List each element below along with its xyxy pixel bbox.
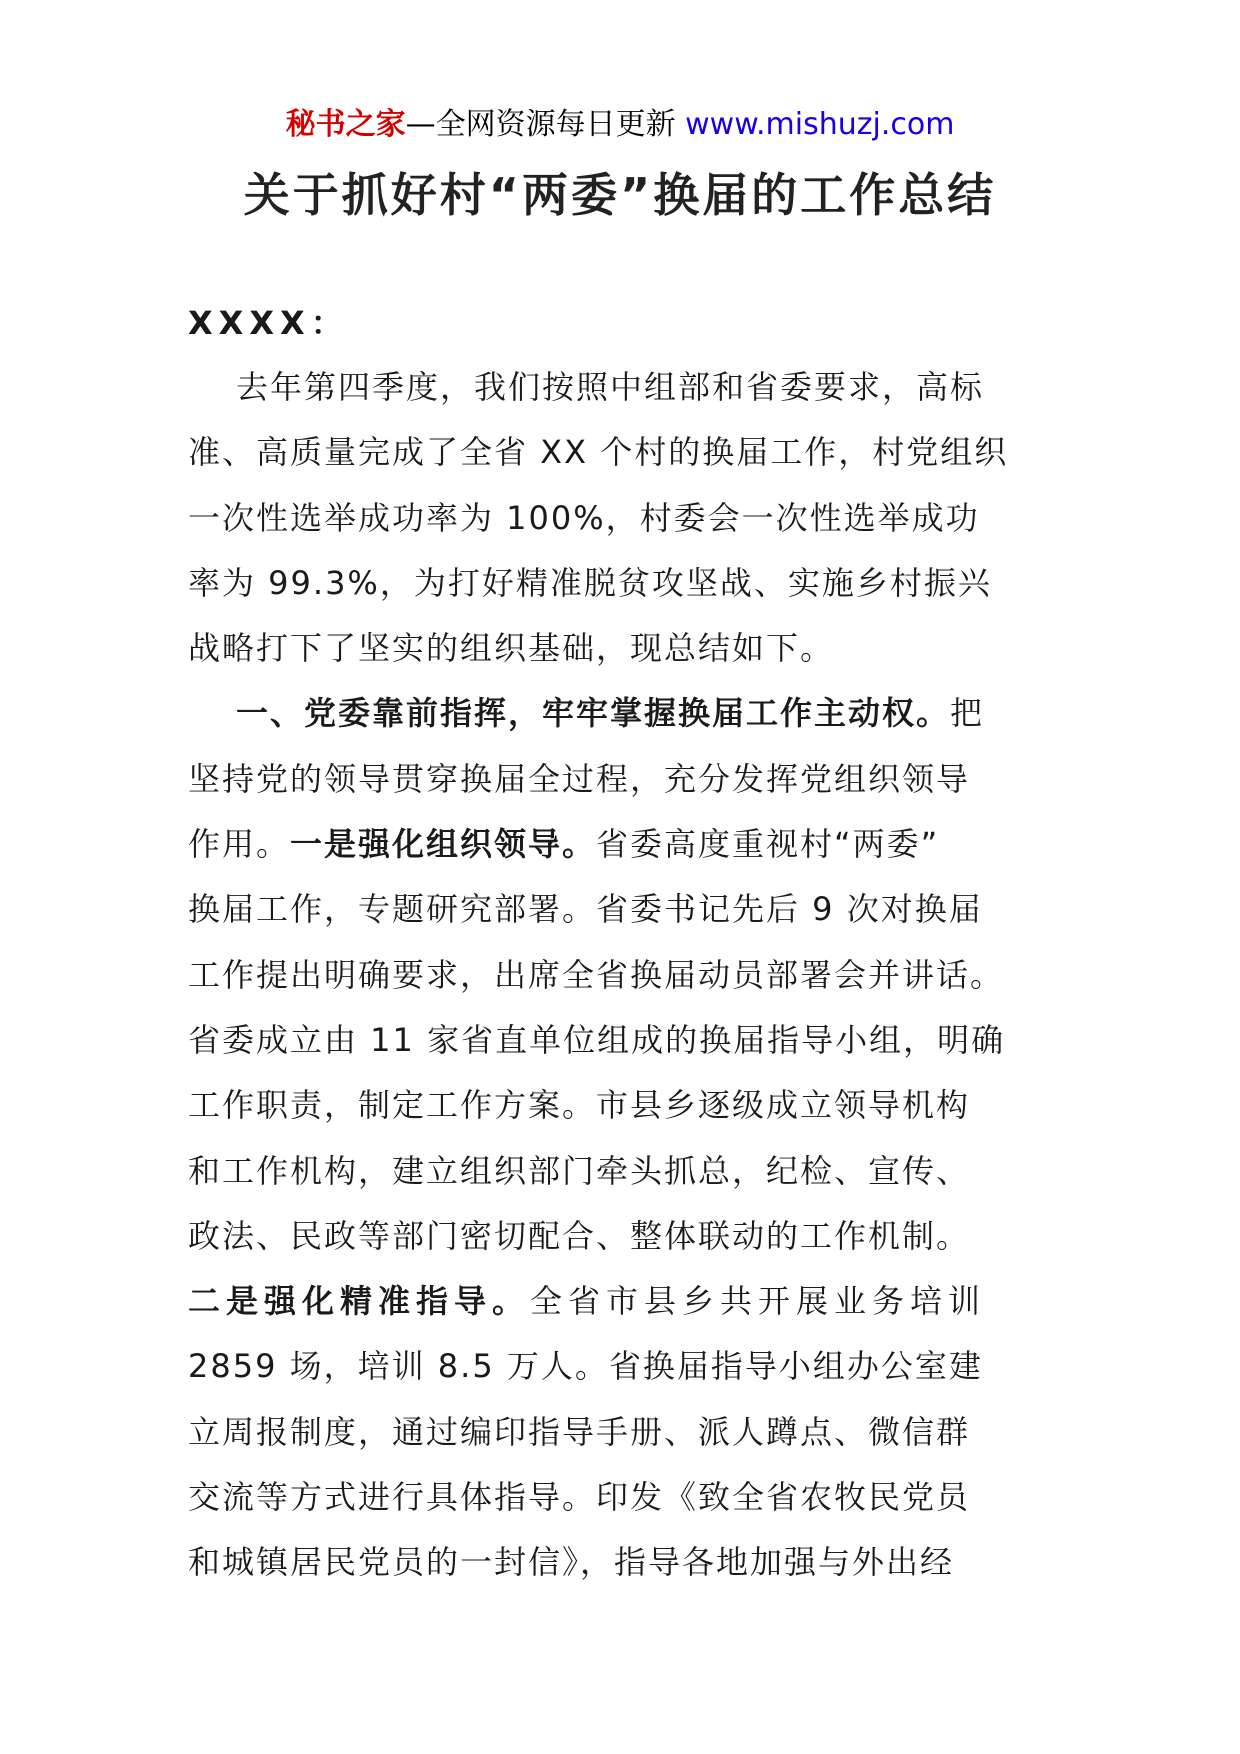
body-line: 立周报制度，通过编印指导手册、派人蹲点、微信群 [188,1412,971,1451]
site-tagline: —全网资源每日更新 [405,107,686,142]
document-body [188,355,1058,1596]
body-line: 交流等方式进行具体指导。印发《致全省农牧民党员 [188,1478,971,1517]
body-line: 和城镇居民党员的一封信》，指导各地加强与外出经 [188,1543,955,1582]
body-line: 2859 场，培训 8.5 万人。省换届指导小组办公室建 [188,1347,983,1386]
section-heading-1: 一、党委靠前指挥，牢牢掌握换届工作主动权。 [236,694,951,733]
body-line: 工作职责，制定工作方案。市县乡逐级成立领导机构 [188,1086,971,1125]
site-url-link[interactable]: www.mishuzj.com [685,107,955,142]
body-line: 和工作机构，建立组织部门牵头抓总，纪检、宣传、 [188,1151,971,1190]
body-line: 一次性选举成功率为 100%，村委会一次性选举成功 [188,498,980,537]
subheading-second: 二是强化精准指导。 [188,1282,531,1321]
body-line: 换届工作，专题研究部署。省委书记先后 9 次对换届 [188,890,983,929]
body-line: 率为 99.3%，为打好精准脱贫攻坚战、实施乡村振兴 [188,563,992,602]
document-title: 关于抓好村“两委”换届的工作总结 [243,168,997,222]
body-text-span: 省委高度重视村“两委” [596,825,940,864]
body-line: 政法、民政等部门密切配合、整体联动的工作机制。 [188,1216,971,1255]
body-text-span: 全省市县乡共开展业务培训 [530,1282,987,1321]
body-line: 去年第四季度，我们按照中组部和省委要求，高标 [236,368,985,406]
body-line [188,812,1058,877]
body-line: 战略打下了坚实的组织基础，现总结如下。 [188,629,835,668]
salutation: XXXX： [188,304,349,342]
body-text-span: 把 [950,694,985,733]
site-header [0,103,1240,147]
body-line: 工作提出明确要求，出席全省换届动员部署会并讲话。 [188,955,1005,994]
body-line [188,681,1058,746]
subheading-first: 一是强化组织领导。 [290,825,597,864]
body-line: 坚持党的领导贯穿换届全过程，充分发挥党组织领导 [188,759,971,798]
body-line [188,1269,1058,1334]
body-line: 省委成立由 11 家省直单位组成的换届指导小组，明确 [188,1020,1006,1059]
site-brand: 秘书之家 [285,107,406,142]
body-text-span: 作用。 [188,825,291,864]
body-line: 准、高质量完成了全省 XX 个村的换届工作，村党组织 [188,433,1009,472]
